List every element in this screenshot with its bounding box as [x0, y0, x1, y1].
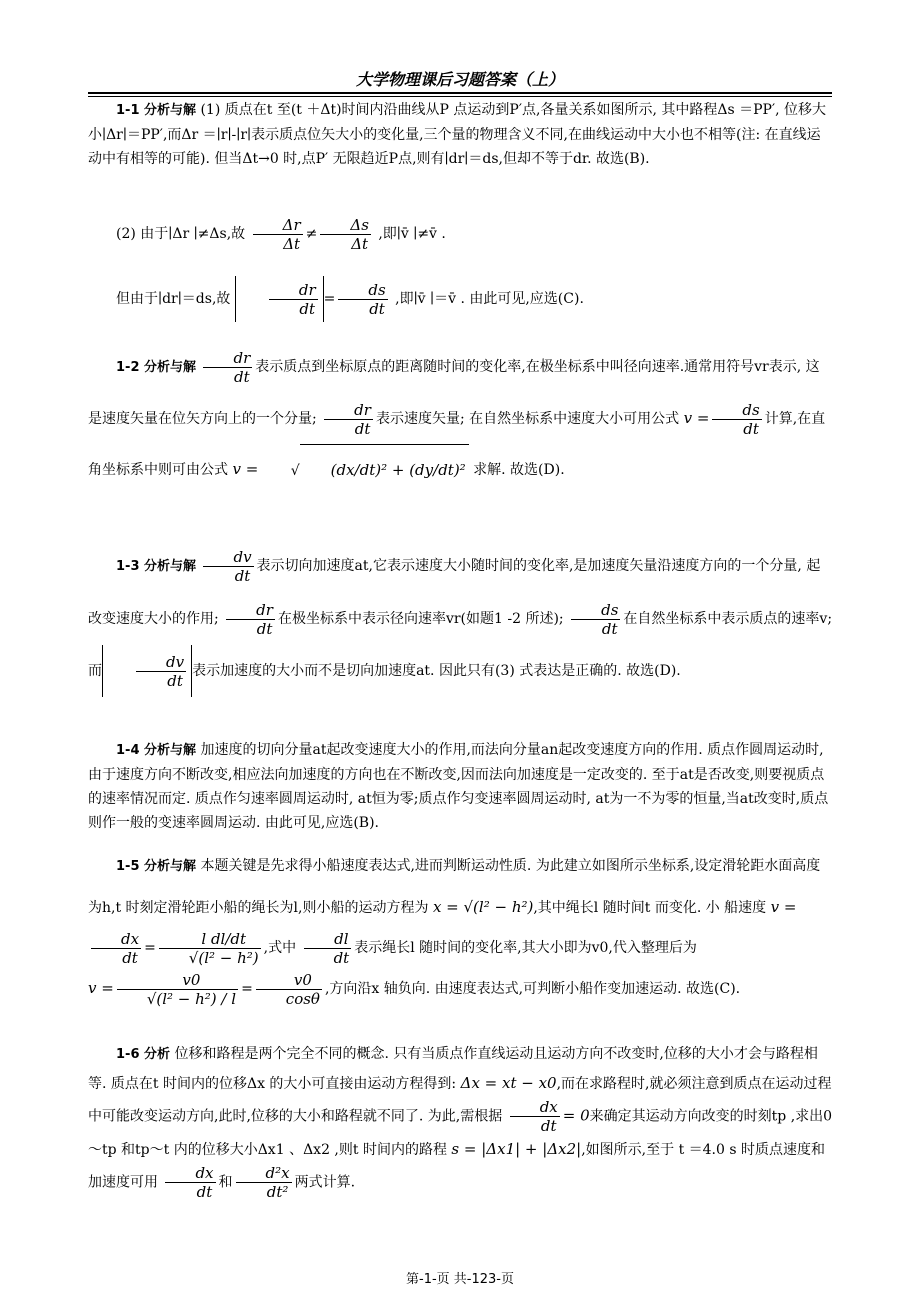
fraction — [338, 281, 387, 318]
denominator: dt — [167, 671, 183, 690]
fraction — [159, 930, 261, 967]
fraction — [324, 401, 373, 438]
paragraph-1-4 — [88, 738, 833, 835]
operator: ≠ — [305, 226, 318, 242]
denominator: dt — [256, 619, 273, 638]
numerator: ds — [712, 401, 761, 420]
numerator: dl — [304, 930, 352, 949]
text: 计算,在直 — [764, 411, 826, 427]
fraction — [320, 216, 371, 253]
problem-label: 1-1 分析与解 — [116, 103, 197, 118]
denominator: dt — [122, 948, 138, 967]
numerator: dr — [203, 349, 252, 368]
denominator: dt — [333, 948, 350, 967]
denominator: dt² — [266, 1183, 289, 1201]
fraction — [236, 1164, 292, 1201]
fraction — [571, 601, 620, 638]
paragraph-1-1-part2 — [88, 212, 833, 256]
text: 表示切向加速度at,它表示速度大小随时间的变化率,是加速度矢量沿速度方向的一个分量, — [256, 558, 802, 574]
fraction — [91, 930, 141, 967]
fraction — [253, 216, 303, 253]
paragraph-1-1-part3 — [88, 276, 833, 322]
paragraph-1-3 — [88, 540, 833, 697]
fraction — [165, 1164, 215, 1201]
denominator: Δt — [351, 234, 369, 253]
equation: = 0 — [562, 1106, 590, 1125]
numerator: v0 — [117, 971, 238, 990]
numerator: dr — [269, 281, 318, 300]
fraction — [226, 601, 275, 638]
numerator: ds — [338, 281, 387, 300]
text: 和 — [218, 1174, 233, 1191]
text: 表示绳长l 随时间的变化率,其大小即为v0,代入整理后为 — [354, 940, 697, 956]
equation: v = — [232, 460, 259, 478]
numerator: dv — [136, 653, 186, 672]
fraction — [304, 930, 352, 967]
fraction — [510, 1098, 560, 1135]
problem-label: 1-5 分析与解 — [116, 859, 197, 874]
numerator: dv — [203, 548, 253, 567]
text: 船速度 — [724, 900, 767, 916]
text: 在自然坐标系中表示质点的速率v; — [623, 611, 833, 627]
text: 但由于∣dr∣＝ds,故 — [116, 291, 231, 307]
problem-label: 1-6 分析 — [116, 1047, 171, 1062]
denominator: Δt — [283, 234, 301, 253]
operator: = — [323, 291, 336, 307]
text: 本题关键是先求得小船速度表达式,进而判断运动性质. 为此建立如图所示坐标系,设定滑轮距水面高度为h,t 时刻定滑轮距小船的绳长为l,则小船的运动方程为 — [88, 858, 821, 916]
numerator: dx — [91, 930, 141, 949]
text: ,方向沿x 轴负向. 由速度表达式,可判断小船作变加速运动. 故选(C). — [324, 981, 741, 997]
paragraph-text: (1) 质点在t 至(t ＋Δt)时间内沿曲线从P 点运动到P′点,各量关系如图所示, 其中路程Δs ＝PP′, 位移大小∣Δr∣＝PP′,而Δr ＝∣r∣-∣r∣表示质点位矢大小的变化量,三个量的物理含义不同,在曲线运动中大小也不相等(注: 在直线运动中有相等的可能). 但当Δt→0 时,点P′ 无限趋近P点,则有∣dr∣＝ds,但却不等于dr. 故选(B). — [88, 102, 827, 167]
denominator: dt — [369, 299, 385, 318]
denominator: dt — [196, 1183, 213, 1201]
fraction — [117, 971, 238, 1008]
denominator: dt — [299, 299, 316, 318]
text: 表示质点到坐标原点的距离随时间的变化率,在极坐标系中叫径向速率.通常用符号vr表示, — [255, 359, 802, 375]
text: 而 — [88, 663, 102, 679]
denominator: dt — [601, 619, 618, 638]
fraction — [136, 653, 186, 690]
problem-label: 1-3 分析与解 — [116, 559, 197, 574]
paragraph-1-2 — [88, 342, 833, 496]
text: ,即∣v̄ ∣＝v̄ . 由此可见,应选(C). — [395, 291, 584, 307]
equation: s = |Δx1| + |Δx2| — [451, 1140, 582, 1158]
fraction — [256, 971, 322, 1008]
fraction — [203, 349, 252, 386]
paragraph-1-1 — [88, 98, 833, 171]
denominator: dt — [354, 419, 371, 438]
text: (2) 由于∣Δr ∣≠Δs,故 — [116, 226, 246, 242]
numerator: dr — [324, 401, 373, 420]
sqrt-body: (dx/dt)² + (dy/dt)² — [300, 444, 469, 495]
operator: = — [241, 981, 253, 997]
paragraph-1-6 — [88, 1040, 833, 1201]
equation: Δx = xt − x0 — [460, 1074, 557, 1092]
numerator: Δs — [320, 216, 371, 235]
paragraph-text: 加速度的切向分量at起改变速度大小的作用,而法向分量an起改变速度方向的作用. 质点作圆周运动时,由于速度方向不断改变,相应法向加速度的方向也在不断改变,因而法向加速度是一定改变的. 至于at是否改变,则要视质点的速率情况而定. 质点作匀速率圆周运动时, at恒为零;质点作匀变速率圆周运动时, at为一不为零的恒量,当at改变时,质点则作一般的变速率圆周运动. 由此可见,应选(B). — [88, 742, 829, 831]
numerator: Δr — [253, 216, 303, 235]
fraction — [269, 281, 318, 318]
square-root: √ (dx/dt)² + (dy/dt)² — [263, 444, 469, 496]
equation: v = — [683, 409, 710, 427]
text: 表示加速度的大小而不是切向加速度at. 因此只有(3) 式表达是正确的. 故选(D). — [192, 663, 681, 679]
text: ,其中绳长l 随时间t 而变化. 小 — [533, 900, 720, 916]
numerator: l dl/dt — [159, 930, 261, 949]
text: 起改变速度大小的作用; — [88, 558, 821, 627]
denominator: √(l² − h²) — [188, 948, 259, 967]
text: ,即∣v̄ ∣≠v̄ . — [378, 226, 446, 242]
fraction — [712, 401, 761, 438]
denominator: dt — [540, 1117, 557, 1135]
denominator: dt — [234, 566, 251, 585]
page-header: 大学物理课后习题答案（上） — [88, 70, 832, 94]
paragraph-1-5 — [88, 846, 833, 1009]
denominator: dt — [743, 419, 759, 438]
problem-label: 1-4 分析与解 — [116, 743, 197, 758]
equation: v = — [88, 979, 114, 997]
equation: v = — [770, 898, 797, 916]
fraction — [203, 548, 253, 585]
numerator: dx — [510, 1098, 560, 1117]
text: ,而在求路程时,就必须注意到质点在运动过程中可能改变运动方向,此时,位移的大小和路程就不同了. 为此,需根据 — [88, 1076, 832, 1125]
text: ,如图所示,至于 t ＝4.0 s 时质点速度和加速度可用 — [88, 1142, 825, 1191]
denominator: cosθ — [285, 989, 320, 1008]
denominator: dt — [234, 367, 250, 386]
absolute-value — [235, 276, 324, 322]
numerator: v0 — [256, 971, 322, 990]
text: 两式计算. — [294, 1174, 356, 1191]
text: ,式中 — [263, 940, 297, 956]
absolute-value — [102, 645, 192, 697]
text: 表示速度矢量; 在自然坐标系中速度大小可用公式 — [375, 411, 680, 427]
equation: x = √(l² − h²) — [432, 898, 534, 916]
text: 这是速度矢量在位矢方向上的一个分量; — [88, 359, 820, 427]
text: 位移和路程是两个完全不同的概念. 只有当质点作直线运动且运动方向不改变时,位移的大小才会与路程相等. 质点在t 时间内的位移Δx 的大小可直接由运动方程得到: — [88, 1046, 818, 1092]
problem-label: 1-2 分析与解 — [116, 360, 197, 375]
numerator: d²x — [236, 1164, 292, 1183]
page-footer: 第-1-页 共-123-页 — [406, 1272, 514, 1287]
numerator: dx — [165, 1164, 215, 1183]
text: 角坐标系中则可由公式 — [88, 462, 228, 478]
denominator: √(l² − h²) / l — [146, 989, 237, 1008]
text: 在极坐标系中表示径向速率vr(如题1 -2 所述); — [277, 611, 564, 627]
text: 求解. 故选(D). — [473, 462, 565, 478]
numerator: ds — [571, 601, 620, 620]
text: 来确定其运动方向改变的时刻tp ,求出0～tp 和tp～t 内的位移大小Δx1 、Δx2 ,则t 时间内的路程 — [88, 1108, 833, 1158]
numerator: dr — [226, 601, 275, 620]
operator: = — [144, 940, 156, 956]
